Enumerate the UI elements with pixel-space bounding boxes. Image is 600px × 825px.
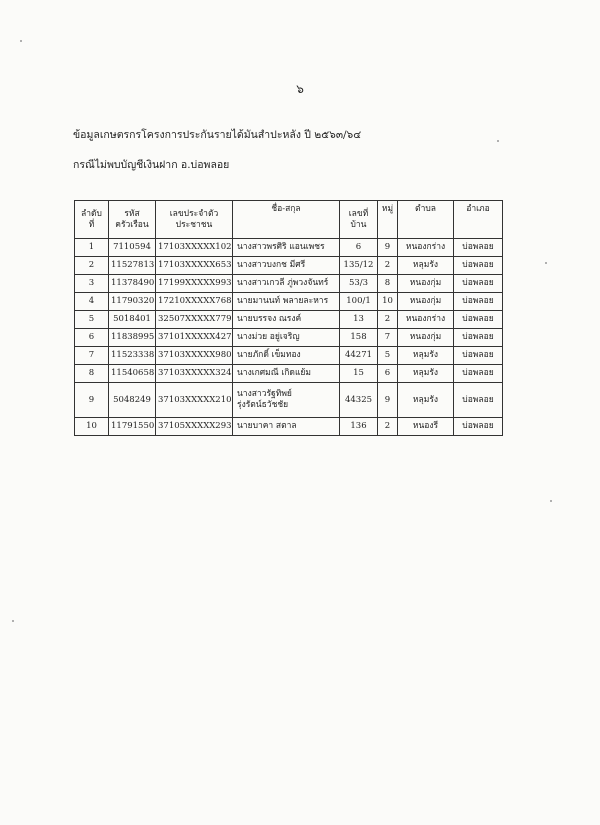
cell-name: นายมานนท์ พลายละหาร bbox=[233, 293, 340, 311]
cell-amphoe: บ่อพลอย bbox=[454, 383, 503, 418]
cell-moo: 9 bbox=[378, 383, 398, 418]
cell-name: นายบรรจง ณรงค์ bbox=[233, 311, 340, 329]
table-row bbox=[75, 239, 503, 257]
col-header-name: ชื่อ-สกุล bbox=[233, 201, 340, 239]
cell-moo: 2 bbox=[378, 311, 398, 329]
cell-amphoe: บ่อพลอย bbox=[454, 329, 503, 347]
table-row bbox=[75, 275, 503, 293]
cell-no: 1 bbox=[75, 239, 109, 257]
name-line: รุ่งรัตน์ธวัชชัย bbox=[237, 400, 289, 410]
cell-moo: 8 bbox=[378, 275, 398, 293]
cell-no: 5 bbox=[75, 311, 109, 329]
cell-tambon: หนองกร่าง bbox=[398, 239, 454, 257]
cell-no: 8 bbox=[75, 365, 109, 383]
cell-house: 13 bbox=[340, 311, 378, 329]
cell-house: 44271 bbox=[340, 347, 378, 365]
table-row bbox=[75, 347, 503, 365]
table-header-row bbox=[75, 201, 503, 239]
cell-household: 5018401 bbox=[109, 311, 156, 329]
cell-tambon: หลุมรัง bbox=[398, 347, 454, 365]
document-subtitle: กรณีไม่พบบัญชีเงินฝาก อ.บ่อพลอย bbox=[73, 159, 230, 171]
cell-house: 15 bbox=[340, 365, 378, 383]
table-row bbox=[75, 257, 503, 275]
cell-amphoe: บ่อพลอย bbox=[454, 418, 503, 436]
cell-amphoe: บ่อพลอย bbox=[454, 293, 503, 311]
cell-no: 2 bbox=[75, 257, 109, 275]
cell-id: 37103XXXXX210 bbox=[156, 383, 233, 418]
cell-name: นางม่วย อยู่เจริญ bbox=[233, 329, 340, 347]
col-header-tambon: ตำบล bbox=[398, 201, 454, 239]
table-row bbox=[75, 293, 503, 311]
scan-speck bbox=[550, 500, 552, 502]
cell-name: นางสาวบงกช มีศรี bbox=[233, 257, 340, 275]
cell-house: 6 bbox=[340, 239, 378, 257]
cell-household: 11527813 bbox=[109, 257, 156, 275]
cell-id: 37105XXXXX293 bbox=[156, 418, 233, 436]
cell-id: 37101XXXXX427 bbox=[156, 329, 233, 347]
cell-tambon: หนองกุ่ม bbox=[398, 275, 454, 293]
cell-name: นางสาวเกวลี ภู่พวงจันทร์ bbox=[233, 275, 340, 293]
cell-moo: 10 bbox=[378, 293, 398, 311]
cell-no: 3 bbox=[75, 275, 109, 293]
cell-tambon: หลุมรัง bbox=[398, 257, 454, 275]
cell-household: 11540658 bbox=[109, 365, 156, 383]
name-line: นางสาวรัฐทิพย์ bbox=[237, 389, 292, 399]
col-header-household: รหัส ครัวเรือน bbox=[109, 201, 156, 239]
cell-id: 17199XXXXX993 bbox=[156, 275, 233, 293]
page-number: ๖ bbox=[296, 82, 304, 96]
cell-no: 6 bbox=[75, 329, 109, 347]
col-header-house: เลขที่ บ้าน bbox=[340, 201, 378, 239]
cell-moo: 5 bbox=[378, 347, 398, 365]
table-row bbox=[75, 311, 503, 329]
cell-id: 17103XXXXX102 bbox=[156, 239, 233, 257]
cell-house: 100/1 bbox=[340, 293, 378, 311]
col-header-moo: หมู่ bbox=[378, 201, 398, 239]
scan-speck bbox=[20, 40, 22, 42]
scan-speck bbox=[545, 262, 547, 264]
scan-speck bbox=[12, 620, 14, 622]
cell-house: 44325 bbox=[340, 383, 378, 418]
cell-tambon: หลุมรัง bbox=[398, 383, 454, 418]
cell-amphoe: บ่อพลอย bbox=[454, 257, 503, 275]
cell-id: 32507XXXXX779 bbox=[156, 311, 233, 329]
cell-house: 158 bbox=[340, 329, 378, 347]
cell-no: 7 bbox=[75, 347, 109, 365]
cell-name: นางสาวพรศิริ แอนเพชร bbox=[233, 239, 340, 257]
cell-tambon: หนองรี bbox=[398, 418, 454, 436]
cell-moo: 9 bbox=[378, 239, 398, 257]
cell-no: 9 bbox=[75, 383, 109, 418]
cell-amphoe: บ่อพลอย bbox=[454, 239, 503, 257]
table-row bbox=[75, 383, 503, 418]
cell-id: 17210XXXXX768 bbox=[156, 293, 233, 311]
cell-no: 4 bbox=[75, 293, 109, 311]
cell-household: 11791550 bbox=[109, 418, 156, 436]
cell-house: 135/12 bbox=[340, 257, 378, 275]
cell-amphoe: บ่อพลอย bbox=[454, 365, 503, 383]
cell-household: 11790320 bbox=[109, 293, 156, 311]
cell-house: 53/3 bbox=[340, 275, 378, 293]
col-header-no: ลำดับ ที่ bbox=[75, 201, 109, 239]
table-row bbox=[75, 329, 503, 347]
cell-household: 11378490 bbox=[109, 275, 156, 293]
cell-moo: 2 bbox=[378, 257, 398, 275]
cell-tambon: หลุมรัง bbox=[398, 365, 454, 383]
cell-moo: 6 bbox=[378, 365, 398, 383]
cell-id: 37103XXXXX980 bbox=[156, 347, 233, 365]
cell-name bbox=[233, 383, 340, 418]
cell-amphoe: บ่อพลอย bbox=[454, 275, 503, 293]
cell-household: 7110594 bbox=[109, 239, 156, 257]
cell-moo: 2 bbox=[378, 418, 398, 436]
cell-amphoe: บ่อพลอย bbox=[454, 311, 503, 329]
cell-tambon: หนองกุ่ม bbox=[398, 329, 454, 347]
cell-household: 11523338 bbox=[109, 347, 156, 365]
cell-household: 5048249 bbox=[109, 383, 156, 418]
scan-speck bbox=[497, 140, 499, 142]
cell-tambon: หนองกุ่ม bbox=[398, 293, 454, 311]
farmer-table bbox=[74, 200, 503, 436]
cell-moo: 7 bbox=[378, 329, 398, 347]
cell-name: นายภักดิ์ เข็มทอง bbox=[233, 347, 340, 365]
table-row bbox=[75, 365, 503, 383]
cell-amphoe: บ่อพลอย bbox=[454, 347, 503, 365]
col-header-id: เลขประจำตัว ประชาชน bbox=[156, 201, 233, 239]
cell-household: 11838995 bbox=[109, 329, 156, 347]
cell-id: 17103XXXXX653 bbox=[156, 257, 233, 275]
cell-no: 10 bbox=[75, 418, 109, 436]
cell-house: 136 bbox=[340, 418, 378, 436]
table-row bbox=[75, 418, 503, 436]
col-header-amphoe: อำเภอ bbox=[454, 201, 503, 239]
cell-name: นางเกศมณี เกิดแย้ม bbox=[233, 365, 340, 383]
cell-name: นายบาคา สตาล bbox=[233, 418, 340, 436]
document-title: ข้อมูลเกษตรกรโครงการประกันรายได้มันสำปะหลัง ปี ๒๕๖๓/๖๔ bbox=[73, 129, 362, 141]
cell-id: 37103XXXXX324 bbox=[156, 365, 233, 383]
cell-tambon: หนองกร่าง bbox=[398, 311, 454, 329]
